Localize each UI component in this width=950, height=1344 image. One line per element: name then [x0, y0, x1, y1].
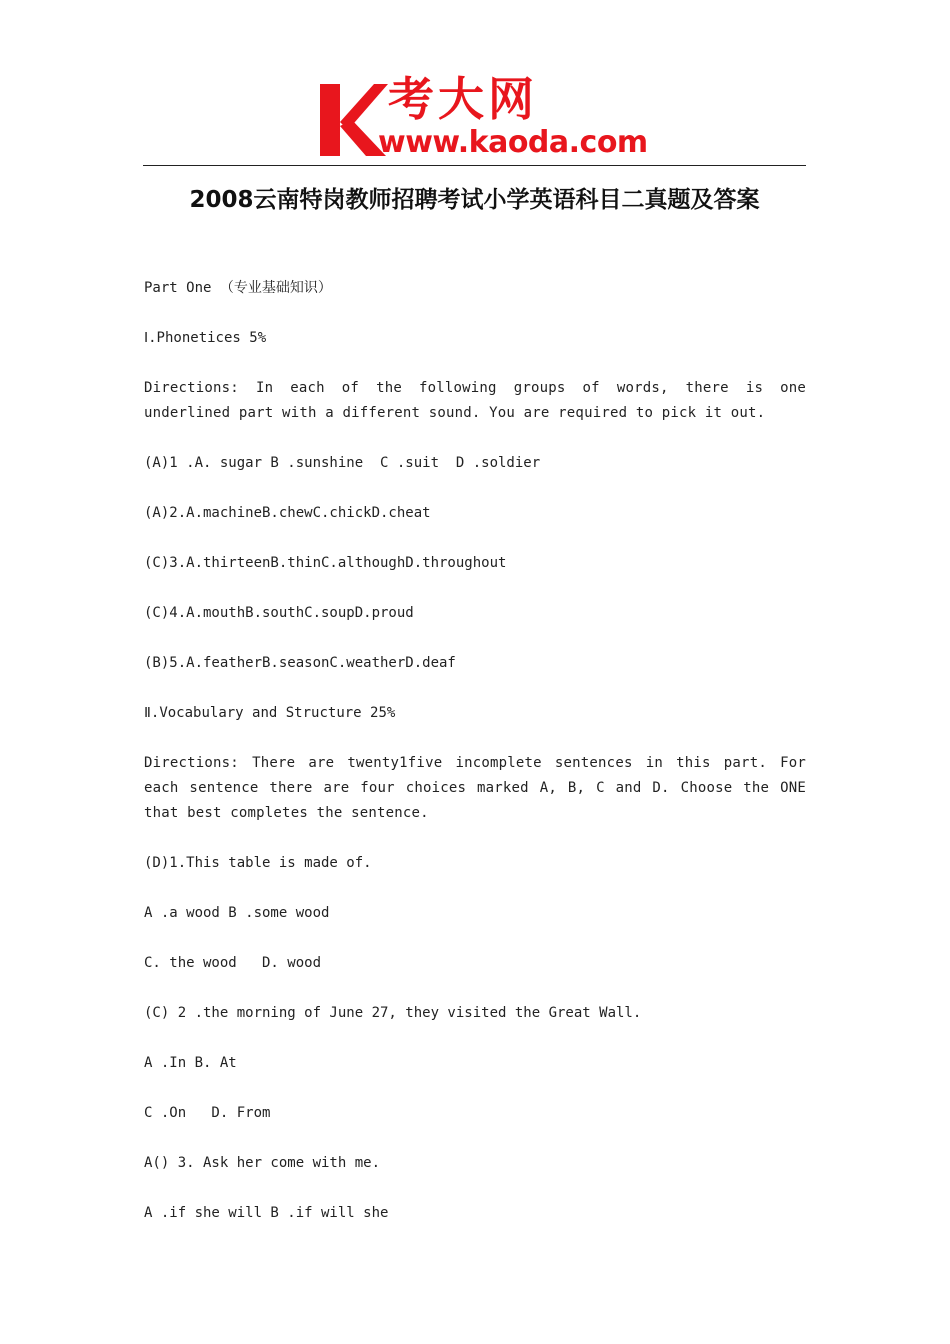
- answer-options: C .On D. From: [144, 1105, 271, 1121]
- question-item: (D)1.This table is made of.: [144, 855, 372, 871]
- document-body: [144, 276, 815, 1251]
- section-heading: Ⅰ.Phonetices 5%: [144, 330, 267, 346]
- question-item: (A)1 .A. sugar B .sunshine C .suit D .soldier: [144, 455, 541, 471]
- question-item: (C) 2 .the morning of June 27, they visited the Great Wall.: [144, 1005, 642, 1021]
- answer-options: A .In B. At: [144, 1055, 237, 1071]
- answer-options: C. the wood D. wood: [144, 955, 322, 971]
- section-heading: Ⅱ.Vocabulary and Structure 25%: [144, 705, 396, 721]
- logo-chinese-text: 考大网: [388, 72, 538, 126]
- directions-text: Directions: In each of the following groups of words, there is one underlined part with a different sound. You are required to pick it out.: [144, 380, 815, 421]
- directions-text: Directions: There are twenty1five incomplete sentences in this part. For each sentence there are four choices marked A, B, C and D. Choose the ONE that best completes the sentence.: [144, 755, 815, 821]
- answer-options: A .a wood B .some wood: [144, 905, 330, 921]
- header-divider: [143, 165, 806, 166]
- question-item: (C)4.A.mouthB.southC.soupD.proud: [144, 605, 414, 621]
- question-item: (C)3.A.thirteenB.thinC.althoughD.throughout: [144, 555, 507, 571]
- kaoda-logo: [318, 72, 648, 160]
- document-title: 2008云南特岗教师招聘考试小学英语科目二真题及答案: [189, 187, 760, 213]
- answer-options: A .if she will B .if will she: [144, 1205, 389, 1221]
- question-item: (B)5.A.featherB.seasonC.weatherD.deaf: [144, 655, 456, 671]
- logo-url-text: www.kaoda.com: [378, 125, 648, 160]
- question-item: (A)2.A.machineB.chewC.chickD.cheat: [144, 505, 431, 521]
- question-item: A() 3. Ask her come with me.: [144, 1155, 381, 1171]
- section-heading: Part One （专业基础知识）: [144, 280, 332, 296]
